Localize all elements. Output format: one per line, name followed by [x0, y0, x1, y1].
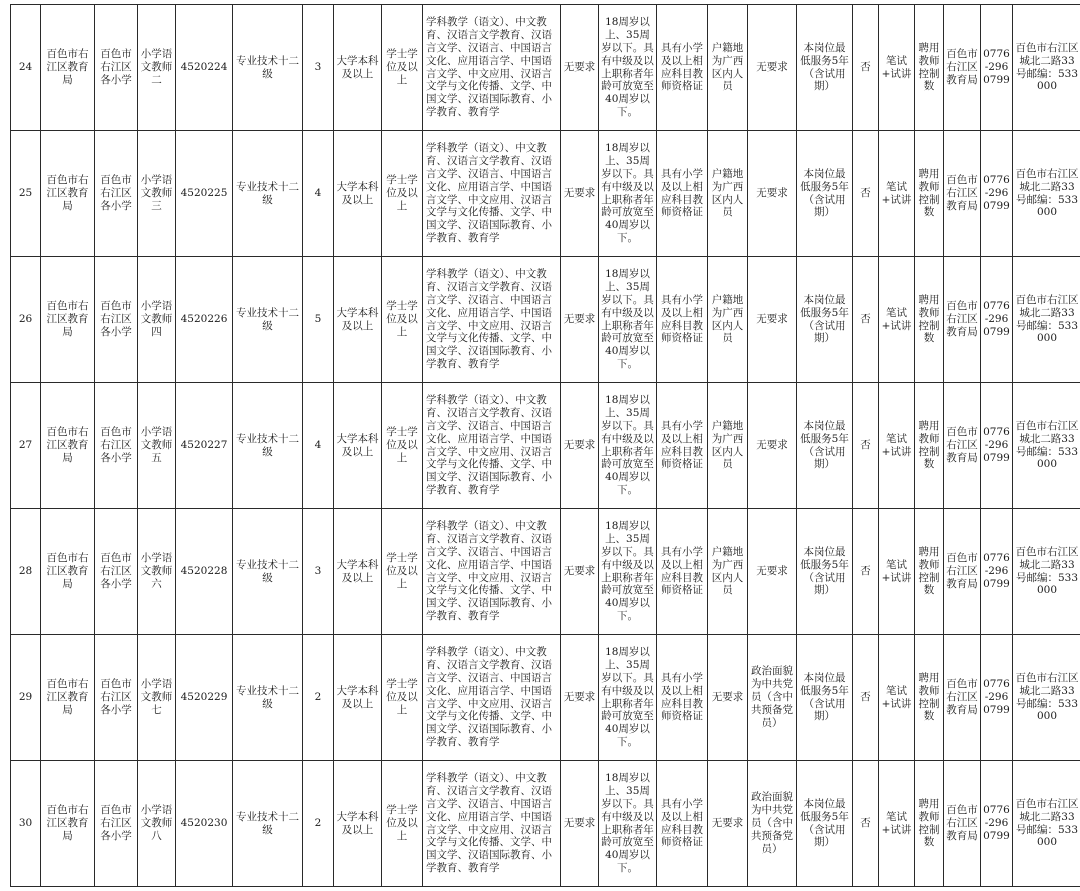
- row-number: 28: [11, 509, 41, 635]
- authority-cell: 百色市右江区教育局: [944, 761, 981, 887]
- department-cell: 百色市右江区教育局: [41, 761, 95, 887]
- flag-cell: 否: [853, 635, 879, 761]
- flag-cell: 否: [853, 5, 879, 131]
- degree-cell: 学士学位及以上: [382, 131, 423, 257]
- authority-cell: 百色市右江区教育局: [944, 509, 981, 635]
- position-name-cell: 小学语文教师六: [138, 509, 176, 635]
- position-code-cell: 4520225: [176, 131, 233, 257]
- education-cell: 大学本科及以上: [334, 131, 382, 257]
- address-cell: 百色市右江区城北二路33号邮编：533000: [1013, 509, 1080, 635]
- row-number: 27: [11, 383, 41, 509]
- position-name-cell: 小学语文教师三: [138, 131, 176, 257]
- household-requirement-cell: 无要求: [708, 761, 748, 887]
- table-row: [11, 635, 1080, 761]
- authority-cell: 百色市右江区教育局: [944, 257, 981, 383]
- phone-cell: 0776-2960799: [981, 635, 1013, 761]
- household-requirement-cell: 户籍地为广西区内人员: [708, 257, 748, 383]
- other-requirement-cell: 无要求: [748, 509, 797, 635]
- certificate-cell: 具有小学及以上相应科目教师资格证: [657, 5, 708, 131]
- headcount-cell: 5: [303, 257, 334, 383]
- age-requirement-cell: 18周岁以上、35周岁以下。具有中级及以上职称者年龄可放宽至40周岁以下。: [599, 257, 657, 383]
- degree-cell: 学士学位及以上: [382, 5, 423, 131]
- education-cell: 大学本科及以上: [334, 509, 382, 635]
- headcount-cell: 2: [303, 635, 334, 761]
- certificate-cell: 具有小学及以上相应科目教师资格证: [657, 383, 708, 509]
- phone-cell: 0776-2960799: [981, 509, 1013, 635]
- table-row: [11, 509, 1080, 635]
- employer-cell: 百色市右江区各小学: [95, 131, 138, 257]
- table-row: [11, 257, 1080, 383]
- education-cell: 大学本科及以上: [334, 383, 382, 509]
- major-cell: 学科教学（语文）、中文教育、汉语言文学教育、汉语言文学、汉语言、中国语言文化、应用语言学、中国语言文学、中文应用、汉语言文学与文化传播、文学、中国文学、汉语国际教育、小学教育、教育学: [423, 761, 561, 887]
- experience-cell: 无要求: [561, 5, 599, 131]
- position-name-cell: 小学语文教师二: [138, 5, 176, 131]
- major-cell: 学科教学（语文）、中文教育、汉语言文学教育、汉语言文学、汉语言、中国语言文化、应用语言学、中国语言文学、中文应用、汉语言文学与文化传播、文学、中国文学、汉语国际教育、小学教育、教育学: [423, 5, 561, 131]
- authority-cell: 百色市右江区教育局: [944, 635, 981, 761]
- degree-cell: 学士学位及以上: [382, 509, 423, 635]
- authority-cell: 百色市右江区教育局: [944, 5, 981, 131]
- other-requirement-cell: 无要求: [748, 257, 797, 383]
- age-requirement-cell: 18周岁以上、35周岁以下。具有中级及以上职称者年龄可放宽至40周岁以下。: [599, 761, 657, 887]
- employer-cell: 百色市右江区各小学: [95, 761, 138, 887]
- row-number: 25: [11, 131, 41, 257]
- flag-cell: 否: [853, 761, 879, 887]
- exam-method-cell: 笔试+试讲: [879, 509, 915, 635]
- other-requirement-cell: 无要求: [748, 5, 797, 131]
- age-requirement-cell: 18周岁以上、35周岁以下。具有中级及以上职称者年龄可放宽至40周岁以下。: [599, 131, 657, 257]
- headcount-cell: 2: [303, 761, 334, 887]
- major-cell: 学科教学（语文）、中文教育、汉语言文学教育、汉语言文学、汉语言、中国语言文化、应用语言学、中国语言文学、中文应用、汉语言文学与文化传播、文学、中国文学、汉语国际教育、小学教育、教育学: [423, 257, 561, 383]
- flag-cell: 否: [853, 383, 879, 509]
- age-requirement-cell: 18周岁以上、35周岁以下。具有中级及以上职称者年龄可放宽至40周岁以下。: [599, 635, 657, 761]
- position-code-cell: 4520224: [176, 5, 233, 131]
- staffing-type-cell: 聘用教师控制数: [915, 383, 944, 509]
- staffing-type-cell: 聘用教师控制数: [915, 761, 944, 887]
- phone-cell: 0776-2960799: [981, 257, 1013, 383]
- major-cell: 学科教学（语文）、中文教育、汉语言文学教育、汉语言文学、汉语言、中国语言文化、应用语言学、中国语言文学、中文应用、汉语言文学与文化传播、文学、中国文学、汉语国际教育、小学教育、教育学: [423, 383, 561, 509]
- address-cell: 百色市右江区城北二路33号邮编：533000: [1013, 761, 1080, 887]
- household-requirement-cell: 户籍地为广西区内人员: [708, 131, 748, 257]
- exam-method-cell: 笔试+试讲: [879, 257, 915, 383]
- address-cell: 百色市右江区城北二路33号邮编：533000: [1013, 383, 1080, 509]
- table-row: [11, 5, 1080, 131]
- education-cell: 大学本科及以上: [334, 761, 382, 887]
- service-term-cell: 本岗位最低服务5年（含试用期）: [797, 257, 853, 383]
- table-row: [11, 131, 1080, 257]
- position-code-cell: 4520229: [176, 635, 233, 761]
- household-requirement-cell: 无要求: [708, 635, 748, 761]
- post-level-cell: 专业技术十二级: [233, 383, 303, 509]
- position-code-cell: 4520230: [176, 761, 233, 887]
- other-requirement-cell: 无要求: [748, 383, 797, 509]
- degree-cell: 学士学位及以上: [382, 383, 423, 509]
- age-requirement-cell: 18周岁以上、35周岁以下。具有中级及以上职称者年龄可放宽至40周岁以下。: [599, 5, 657, 131]
- other-requirement-cell: 政治面貌为中共党员（含中共预备党员）: [748, 635, 797, 761]
- staffing-type-cell: 聘用教师控制数: [915, 257, 944, 383]
- education-cell: 大学本科及以上: [334, 257, 382, 383]
- employer-cell: 百色市右江区各小学: [95, 509, 138, 635]
- job-table-container: [10, 4, 1080, 887]
- employer-cell: 百色市右江区各小学: [95, 383, 138, 509]
- certificate-cell: 具有小学及以上相应科目教师资格证: [657, 635, 708, 761]
- experience-cell: 无要求: [561, 761, 599, 887]
- major-cell: 学科教学（语文）、中文教育、汉语言文学教育、汉语言文学、汉语言、中国语言文化、应用语言学、中国语言文学、中文应用、汉语言文学与文化传播、文学、中国文学、汉语国际教育、小学教育、教育学: [423, 635, 561, 761]
- row-number: 24: [11, 5, 41, 131]
- job-table: [10, 4, 1080, 887]
- household-requirement-cell: 户籍地为广西区内人员: [708, 383, 748, 509]
- degree-cell: 学士学位及以上: [382, 761, 423, 887]
- phone-cell: 0776-2960799: [981, 761, 1013, 887]
- staffing-type-cell: 聘用教师控制数: [915, 509, 944, 635]
- address-cell: 百色市右江区城北二路33号邮编：533000: [1013, 131, 1080, 257]
- service-term-cell: 本岗位最低服务5年（含试用期）: [797, 131, 853, 257]
- flag-cell: 否: [853, 509, 879, 635]
- post-level-cell: 专业技术十二级: [233, 635, 303, 761]
- row-number: 26: [11, 257, 41, 383]
- headcount-cell: 4: [303, 383, 334, 509]
- exam-method-cell: 笔试+试讲: [879, 635, 915, 761]
- age-requirement-cell: 18周岁以上、35周岁以下。具有中级及以上职称者年龄可放宽至40周岁以下。: [599, 509, 657, 635]
- employer-cell: 百色市右江区各小学: [95, 5, 138, 131]
- education-cell: 大学本科及以上: [334, 635, 382, 761]
- post-level-cell: 专业技术十二级: [233, 5, 303, 131]
- headcount-cell: 3: [303, 509, 334, 635]
- degree-cell: 学士学位及以上: [382, 635, 423, 761]
- major-cell: 学科教学（语文）、中文教育、汉语言文学教育、汉语言文学、汉语言、中国语言文化、应用语言学、中国语言文学、中文应用、汉语言文学与文化传播、文学、中国文学、汉语国际教育、小学教育、教育学: [423, 509, 561, 635]
- experience-cell: 无要求: [561, 509, 599, 635]
- flag-cell: 否: [853, 257, 879, 383]
- exam-method-cell: 笔试+试讲: [879, 761, 915, 887]
- experience-cell: 无要求: [561, 383, 599, 509]
- other-requirement-cell: 无要求: [748, 131, 797, 257]
- exam-method-cell: 笔试+试讲: [879, 5, 915, 131]
- staffing-type-cell: 聘用教师控制数: [915, 5, 944, 131]
- position-name-cell: 小学语文教师八: [138, 761, 176, 887]
- degree-cell: 学士学位及以上: [382, 257, 423, 383]
- phone-cell: 0776-2960799: [981, 383, 1013, 509]
- age-requirement-cell: 18周岁以上、35周岁以下。具有中级及以上职称者年龄可放宽至40周岁以下。: [599, 383, 657, 509]
- department-cell: 百色市右江区教育局: [41, 5, 95, 131]
- row-number: 30: [11, 761, 41, 887]
- certificate-cell: 具有小学及以上相应科目教师资格证: [657, 257, 708, 383]
- department-cell: 百色市右江区教育局: [41, 635, 95, 761]
- position-name-cell: 小学语文教师五: [138, 383, 176, 509]
- department-cell: 百色市右江区教育局: [41, 131, 95, 257]
- phone-cell: 0776-2960799: [981, 5, 1013, 131]
- department-cell: 百色市右江区教育局: [41, 509, 95, 635]
- headcount-cell: 4: [303, 131, 334, 257]
- post-level-cell: 专业技术十二级: [233, 257, 303, 383]
- address-cell: 百色市右江区城北二路33号邮编：533000: [1013, 257, 1080, 383]
- service-term-cell: 本岗位最低服务5年（含试用期）: [797, 509, 853, 635]
- service-term-cell: 本岗位最低服务5年（含试用期）: [797, 383, 853, 509]
- staffing-type-cell: 聘用教师控制数: [915, 131, 944, 257]
- service-term-cell: 本岗位最低服务5年（含试用期）: [797, 635, 853, 761]
- post-level-cell: 专业技术十二级: [233, 509, 303, 635]
- certificate-cell: 具有小学及以上相应科目教师资格证: [657, 131, 708, 257]
- table-body: [11, 5, 1080, 887]
- post-level-cell: 专业技术十二级: [233, 761, 303, 887]
- service-term-cell: 本岗位最低服务5年（含试用期）: [797, 5, 853, 131]
- employer-cell: 百色市右江区各小学: [95, 257, 138, 383]
- authority-cell: 百色市右江区教育局: [944, 383, 981, 509]
- certificate-cell: 具有小学及以上相应科目教师资格证: [657, 509, 708, 635]
- other-requirement-cell: 政治面貌为中共党员（含中共预备党员）: [748, 761, 797, 887]
- certificate-cell: 具有小学及以上相应科目教师资格证: [657, 761, 708, 887]
- department-cell: 百色市右江区教育局: [41, 383, 95, 509]
- phone-cell: 0776-2960799: [981, 131, 1013, 257]
- position-name-cell: 小学语文教师七: [138, 635, 176, 761]
- authority-cell: 百色市右江区教育局: [944, 131, 981, 257]
- table-row: [11, 383, 1080, 509]
- position-code-cell: 4520227: [176, 383, 233, 509]
- experience-cell: 无要求: [561, 257, 599, 383]
- position-code-cell: 4520228: [176, 509, 233, 635]
- staffing-type-cell: 聘用教师控制数: [915, 635, 944, 761]
- address-cell: 百色市右江区城北二路33号邮编：533000: [1013, 635, 1080, 761]
- flag-cell: 否: [853, 131, 879, 257]
- household-requirement-cell: 户籍地为广西区内人员: [708, 509, 748, 635]
- table-row: [11, 761, 1080, 887]
- education-cell: 大学本科及以上: [334, 5, 382, 131]
- experience-cell: 无要求: [561, 131, 599, 257]
- post-level-cell: 专业技术十二级: [233, 131, 303, 257]
- household-requirement-cell: 户籍地为广西区内人员: [708, 5, 748, 131]
- row-number: 29: [11, 635, 41, 761]
- exam-method-cell: 笔试+试讲: [879, 383, 915, 509]
- major-cell: 学科教学（语文）、中文教育、汉语言文学教育、汉语言文学、汉语言、中国语言文化、应用语言学、中国语言文学、中文应用、汉语言文学与文化传播、文学、中国文学、汉语国际教育、小学教育、教育学: [423, 131, 561, 257]
- department-cell: 百色市右江区教育局: [41, 257, 95, 383]
- position-code-cell: 4520226: [176, 257, 233, 383]
- address-cell: 百色市右江区城北二路33号邮编：533000: [1013, 5, 1080, 131]
- headcount-cell: 3: [303, 5, 334, 131]
- exam-method-cell: 笔试+试讲: [879, 131, 915, 257]
- service-term-cell: 本岗位最低服务5年（含试用期）: [797, 761, 853, 887]
- experience-cell: 无要求: [561, 635, 599, 761]
- employer-cell: 百色市右江区各小学: [95, 635, 138, 761]
- position-name-cell: 小学语文教师四: [138, 257, 176, 383]
